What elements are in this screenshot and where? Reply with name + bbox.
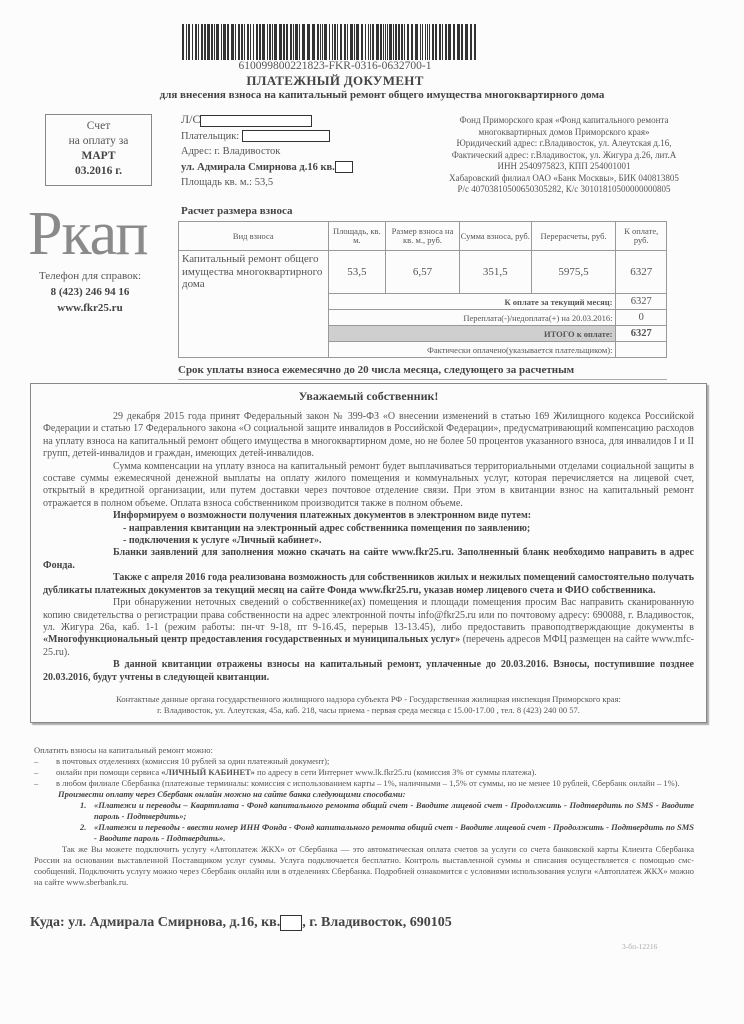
fund-line: ИНН 2540975823, КПП 254001001 — [497, 161, 631, 171]
barcode-bar — [320, 24, 321, 60]
period-line1: Счет — [86, 120, 111, 132]
barcode-bar — [334, 24, 336, 60]
payment-option-text: онлайн при помощи сервиса — [56, 766, 162, 777]
document-title: ПЛАТЕЖНЫЙ ДОКУМЕНТ — [246, 73, 424, 88]
barcode-bar — [299, 24, 300, 60]
actually-paid-field[interactable] — [616, 342, 667, 358]
account-label: Л/С — [181, 112, 201, 126]
barcode-bar — [474, 24, 476, 60]
barcode-bar — [295, 24, 298, 60]
lower-section — [0, 364, 744, 951]
barcode-bar — [395, 24, 397, 60]
barcode-bar — [385, 24, 386, 60]
barcode-bar — [307, 24, 310, 60]
barcode-bar — [439, 24, 441, 60]
calculation-table — [178, 221, 667, 358]
barcode-bar — [350, 24, 353, 60]
delivery-address — [30, 914, 744, 932]
summary-value-current: 6327 — [616, 294, 667, 310]
cell-rate: 6,57 — [386, 251, 460, 294]
barcode-bar — [448, 24, 451, 60]
barcode-bar — [432, 24, 434, 60]
header-recalc: Перерасчеты, руб. — [531, 222, 616, 251]
barcode-bar — [372, 24, 374, 60]
barcode-bar — [361, 24, 363, 60]
barcode-bar — [274, 24, 277, 60]
fund-line: Юридический адрес: г.Владивосток, ул. Алеутская д.16, — [456, 138, 672, 148]
summary-value-total: 6327 — [616, 326, 667, 342]
barcode-bar — [393, 24, 394, 60]
payment-option — [34, 756, 694, 767]
mfc-name: «Многофункциональный центр предоставления государственных и муниципальных услуг» — [43, 634, 461, 646]
header-rate: Размер взноса на кв. м., руб. — [386, 222, 460, 251]
barcode-bar — [442, 24, 443, 60]
inspection-line: г. Владивосток, ул. Алеутская, 45а, каб. 218, часы приема - первая среда месяца с 15.00-17.00 , тел. 8 (423) 240 00 57. — [157, 704, 580, 715]
barcode-number: 610099800221823-FKR-0316-0632700-1 — [238, 60, 432, 72]
header-to-pay: К оплате, руб. — [616, 222, 667, 251]
document-subtitle: для внесения взноса на капитальный ремонт общего имущества многоквартирного дома — [159, 89, 605, 101]
barcode-bar — [211, 24, 213, 60]
rkap-logo: Ркап — [28, 200, 148, 268]
barcode-bar — [389, 24, 392, 60]
payer-info — [181, 112, 401, 191]
cell-sum: 351,5 — [459, 251, 531, 294]
barcode-bar — [182, 24, 184, 60]
payment-deadline: Срок уплаты взноса ежемесячно до 20 числа месяца, следующего за расчетным — [178, 364, 667, 380]
barcode-bar — [186, 24, 187, 60]
fund-line: Хабаровский филиал ОАО «Банк Москвы», БИК 040813805 — [449, 172, 679, 183]
barcode-bar — [407, 24, 409, 60]
barcode-bar — [368, 24, 369, 60]
barcode-bar — [340, 24, 342, 60]
barcode-bar — [272, 24, 273, 60]
address-label: Адрес: — [181, 146, 212, 157]
barcode-bar — [322, 24, 323, 60]
cell-area: 53,5 — [328, 251, 386, 294]
cell-to-pay: 6327 — [616, 251, 667, 294]
barcode-bar — [188, 24, 190, 60]
header-sum: Сумма взноса, руб. — [459, 222, 531, 251]
notice-paragraph: 29 декабря 2015 года принят Федеральный закон № 399-ФЗ «О внесении изменений в статью 169 Жилищного кодекса Российской Федерации и статью 17 Федерального закона «О социальной защите инвалидов в Российской Федерации», предусматривающий компенсацию расходов на уплату взноса на капитальный ремонт общего имущества в многоквартирном доме, но не более 50 процентов указанного взноса, для инвалидов I и II групп, детей-инвалидов и граждан, имеющих детей-инвалидов. — [43, 411, 694, 460]
barcode-bar — [290, 24, 292, 60]
barcode-bar — [235, 24, 236, 60]
barcode-bar — [241, 24, 243, 60]
summary-label-balance: Переплата(-)/недоплата(+) на 20.03.2016: — [328, 310, 616, 326]
fund-details — [405, 115, 723, 196]
notice-list-item: - направления квитанции на электронный адрес собственника помещения по заявлению; — [123, 522, 531, 534]
delivery-street: ул. Адмирала Смирнова, д.16, кв. — [68, 914, 281, 930]
summary-label-total: ИТОГО к оплате: — [328, 326, 616, 342]
payer-redacted — [242, 130, 330, 142]
barcode-bar — [380, 24, 382, 60]
barcode-bar — [244, 24, 245, 60]
barcode-bar — [465, 24, 468, 60]
payment-methods — [34, 745, 694, 888]
notice-paragraph: Сумма компенсации на уплату взноса на капитальный ремонт будет выплачиваться территориальными отделами социальной защиты в составе суммы ежемесячной денежной выплаты на оплату жилого помещения и коммунальных услуг, которая перечисляется на лицевой счет, открытый в кредитной организации, или путем доставки через почтовое отделение связи. При этом в квитанции взнос на капитальный ремонт отражается в полном объеме. Оплата взноса собственником производится также в полном объеме. — [43, 460, 694, 509]
fund-line: Р/с 40703810500650305282, К/с 30101810500000000805 — [457, 184, 671, 194]
barcode-bar — [221, 24, 222, 60]
barcode-bar — [293, 24, 294, 60]
table-header-row — [179, 222, 667, 251]
inspection-line: Контактные данные органа государственного жилищного надзора субъекта РФ - Государственная жилищная инспекция Приморского края: — [116, 693, 621, 704]
step-number: 2. — [80, 821, 87, 832]
notice-paragraph: В данной квитанции отражены взносы на капитальный ремонт, уплаченные до 20.03.2016. Взносы, поступившие позднее 20.03.2016, будут учтены в следующей квитанции. — [43, 659, 694, 683]
payer-label: Плательщик: — [181, 130, 240, 142]
barcode-bar — [223, 24, 226, 60]
phone-label: Телефон для справок: — [38, 270, 142, 282]
barcode-bar — [453, 24, 455, 60]
header-type: Вид взноса — [179, 222, 329, 251]
notice-paragraph: Информируем о возможности получения платежных документов в электронном виде путем: — [113, 510, 532, 522]
calc-title: Расчет размера взноса — [181, 205, 293, 217]
barcode-bar — [283, 24, 285, 60]
payment-option — [34, 778, 694, 789]
barcode-bar — [429, 24, 430, 60]
barcode-bar — [231, 24, 234, 60]
barcode-bar — [425, 24, 426, 60]
barcode-bar — [401, 24, 403, 60]
apartment-redacted — [280, 915, 302, 931]
barcode-bar — [470, 24, 472, 60]
barcode-bar — [461, 24, 463, 60]
notice-list-item: - подключения к услуге «Личный кабинет». — [123, 535, 322, 547]
barcode-bar — [445, 24, 447, 60]
barcode-bar — [356, 24, 359, 60]
summary-value-balance: 0 — [616, 310, 667, 326]
barcode-bar — [337, 24, 338, 60]
barcode-bar — [365, 24, 366, 60]
payment-option-text: по адресу в сети Интернет www.lk.fkr25.ru (комиссия 3% от суммы платежа). — [254, 766, 537, 777]
notice-text: При обнаружении неточных сведений о собственнике(ах) помещения и площади помещения просим Вас направить сканированную копию свидетельства о регистрации права собственности на адрес электронной почты info@fkr25.ru или по почтовому адресу: 690088, г. Владивосток, ул. Жигура 26а, каб. 1-1 (режим работы: пн-чт 9-18, пт 9-16.45, перерыв 13-13.45), либо предоставить правоподтверждающие документы в — [43, 597, 694, 633]
barcode-bar — [420, 24, 421, 60]
phone-number: 8 (423) 246 94 16 — [50, 286, 130, 298]
sberbank-step — [34, 822, 694, 844]
barcode-bar — [216, 24, 219, 60]
payment-option — [34, 767, 694, 778]
area-label: Площадь кв. м.: — [181, 177, 253, 188]
form-code: 3-бп-12216 — [622, 941, 658, 951]
delivery-city: , г. Владивосток, 690105 — [302, 914, 452, 930]
period-line2: на оплату за — [68, 135, 129, 147]
barcode-bar — [411, 24, 413, 60]
barcode-bar — [435, 24, 437, 60]
step-text: «Платежи и переводы - ввести номер ИНН Фонда - Фонд капитального ремонта общий счет - Вводите лицевой счет - Продолжить - Подтвердить по SMS - Вводите пароль - Подтвердить». — [94, 821, 694, 843]
notice-box — [30, 383, 707, 723]
notice-paragraph: Также с апреля 2016 года реализована возможность для собственников жилых и нежилых помещений самостоятельно получать дубликаты платежных документов за текущий месяц на сайте Фонда www.fkr25.ru, указав номер лицевого счета и ФИО собственника. — [43, 572, 694, 596]
contact-info — [20, 268, 160, 316]
notice-paragraph: Бланки заявлений для заполнения можно скачать на сайте www.fkr25.ru. Заполненный бланк необходимо направить в адрес Фонда. — [43, 547, 694, 571]
personal-cabinet: «ЛИЧНЫЙ КАБИНЕТ» — [161, 766, 255, 777]
barcode-bar — [195, 24, 197, 60]
barcode-bar — [370, 24, 371, 60]
barcode-bar — [253, 24, 254, 60]
address-city: г. Владивосток — [214, 146, 281, 157]
fund-line: многоквартирных домов Приморского края» — [478, 126, 650, 137]
autopay-info: Так же Вы можете подключить услугу «Автоплатеж ЖКХ» от Сбербанка — это автоматическая оплата счетов за услуги со счета банковской карты Клиента Сбербанка России на основании выставленной Поставщиком услуг суммы. Услуга подключается бесплатно. Контроль выставленной суммы и списания осуществляется с помощью смс-сообщений. Подключить услугу можно через Сбербанк онлайн или в отделениях Сбербанка. Подробней ознакомится с условиями использования услуги «Автоплатеж ЖКХ» можно на сайте www.sberbank.ru. — [34, 843, 694, 887]
notice-text: (перечень адресов МФЦ размещен на сайте www.mfc-25.ru). — [43, 634, 694, 658]
barcode-bar — [324, 24, 327, 60]
barcode-bar — [214, 24, 215, 60]
dash: – — [34, 777, 39, 788]
payment-intro: Оплатить взносы на капитальный ремонт можно: — [34, 744, 213, 755]
dash: – — [34, 766, 39, 777]
notice-paragraph — [43, 597, 694, 659]
payment-option-text: в любом филиале Сбербанка (платежные терминалы: комиссия с использованием карты – 1%, наличными – 1,5% от суммы, но не менее 10 рублей, Сбербанк онлайн – 1%). — [56, 777, 680, 788]
barcode-bar — [227, 24, 229, 60]
website: www.fkr25.ru — [57, 302, 123, 314]
barcode-bar — [286, 24, 288, 60]
barcode-bar — [376, 24, 379, 60]
fund-line: Фактический адрес: г.Владивосток, ул. Жигура д.26, лит.А — [451, 149, 677, 160]
barcode-bar — [238, 24, 240, 60]
barcode-bar — [279, 24, 282, 60]
barcode-bar — [427, 24, 428, 60]
sberbank-step — [34, 800, 694, 822]
step-number: 1. — [80, 799, 87, 810]
barcode-bar — [302, 24, 305, 60]
barcode-bar — [204, 24, 206, 60]
barcode-bar — [398, 24, 400, 60]
delivery-label: Куда: — [30, 914, 65, 930]
dash: – — [34, 755, 39, 766]
payment-option-text: в почтовых отделениях (комиссия 10 рублей за один платежный документ); — [56, 755, 330, 766]
barcode-bar — [422, 24, 423, 60]
apartment-redacted — [335, 161, 353, 173]
barcode-bar — [259, 24, 261, 60]
barcode-bar — [256, 24, 258, 60]
barcode-bar — [387, 24, 388, 60]
barcode-bar — [262, 24, 265, 60]
billing-period-box — [45, 114, 152, 186]
table-row — [179, 251, 667, 294]
barcode-bar — [329, 24, 330, 60]
barcode-bar — [201, 24, 203, 60]
period-date: 03.2016 г. — [74, 165, 123, 177]
barcode-bar — [332, 24, 333, 60]
barcode-bar — [347, 24, 348, 60]
barcode-bar — [250, 24, 251, 60]
sberbank-intro: Произвести оплату через Сбербанк онлайн можно на сайте банка следующими способами: — [58, 788, 406, 799]
inspection-contacts — [43, 694, 694, 716]
barcode-bar — [354, 24, 355, 60]
fund-line: Фонд Приморского края «Фонд капитального ремонта — [459, 115, 669, 125]
summary-label-current: К оплате за текущий месяц: — [328, 294, 616, 310]
address-street: ул. Адмирала Смирнова д.16 кв. — [181, 161, 335, 173]
barcode-bar — [415, 24, 418, 60]
barcode-bar — [247, 24, 249, 60]
account-redacted — [200, 115, 312, 127]
barcode-bar — [312, 24, 315, 60]
barcode-bar — [404, 24, 405, 60]
barcode-bar — [344, 24, 346, 60]
cell-recalc: 5975,5 — [531, 251, 616, 294]
barcode — [182, 24, 482, 60]
barcode-bar — [269, 24, 271, 60]
barcode-bar — [267, 24, 268, 60]
barcode-bar — [317, 24, 319, 60]
step-text: «Платежи и переводы – Квартплата - Фонд капитального ремонта общий счет - Вводите лицевой счет - Продолжить - Подтвердить по SMS - Вводите пароль - Подтвердить»; — [94, 799, 694, 821]
area-value: 53,5 — [254, 177, 274, 188]
barcode-bar — [457, 24, 460, 60]
summary-label-paid: Фактически оплачено(указывается плательщиком): — [328, 342, 616, 358]
barcode-bar — [383, 24, 384, 60]
header-area: Площадь, кв. м. — [328, 222, 386, 251]
barcode-bar — [207, 24, 210, 60]
notice-title: Уважаемый собственник! — [298, 389, 439, 403]
period-month: МАРТ — [81, 150, 116, 162]
cell-type: Капитальный ремонт общего имущества многоквартирного дома — [179, 251, 329, 358]
barcode-bar — [198, 24, 199, 60]
barcode-bar — [192, 24, 193, 60]
